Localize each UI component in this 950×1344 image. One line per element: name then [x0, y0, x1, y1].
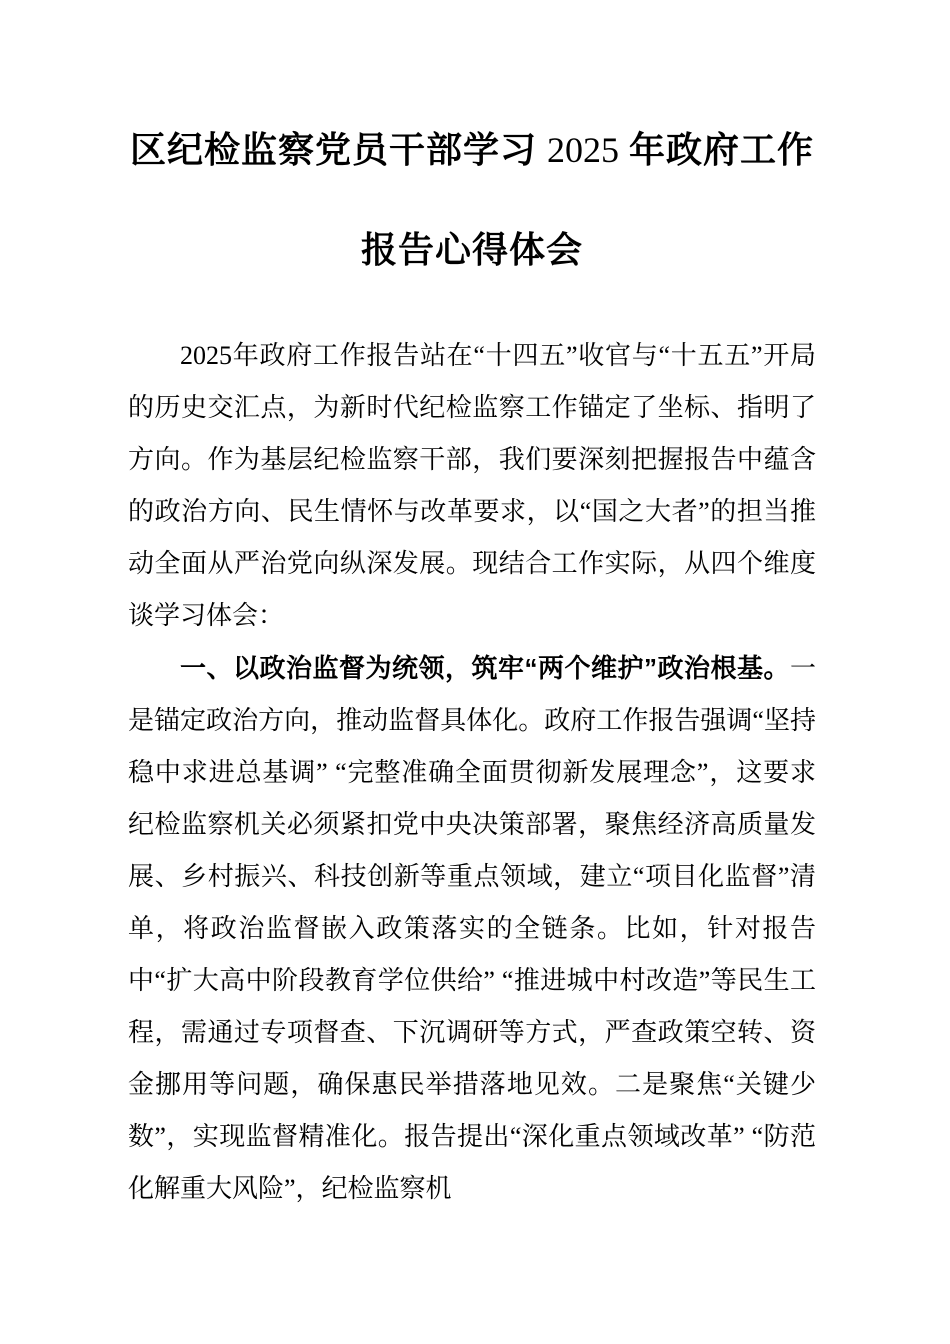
paragraph — [128, 330, 816, 642]
text-run: 一是锚定政治方向，推动监督具体化。政府工作报告强调“坚持稳中求进总基调” “完整准确全面贯彻新发展理念”，这要求纪检监察机关必须紧扣党中央决策部署，聚焦经济高质量发展、乡村振兴、科技创新等重点领域，建立“项目化监督”清单，将政治监督嵌入政策落实的全链条。比如，针对报告中“扩大高中阶段教育学位供给” “推进城中村改造”等民生工程，需通过专项督查、下沉调研等方式，严查政策空转、资金挪用等问题，确保惠民举措落地见效。二是聚焦“关键少数”，实现监督精准化。报告提出“深化重点领域改革” “防范化解重大风险”，纪检监察机 — [128, 654, 816, 1203]
title-text-segment: 年政府工作 — [629, 129, 815, 170]
document-body — [128, 330, 816, 1215]
title-year-number: 2025 — [547, 130, 619, 170]
title-text-segment: 区纪检监察党员干部学习 — [129, 129, 537, 170]
title-line-2: 报告心得体会 — [360, 229, 583, 270]
document-title — [128, 100, 816, 300]
title-line-1 — [128, 100, 816, 200]
bold-text-run: 一、以政治监督为统领，筑牢“两个维护”政治根基。 — [180, 653, 790, 683]
text-run: 2025年政府工作报告站在“十四五”收官与“十五五”开局的历史交汇点，为新时代纪检监察工作锚定了坐标、指明了方向。作为基层纪检监察干部，我们要深刻把握报告中蕴含的政治方向、民生情怀与改革要求，以“国之大者”的担当推动全面从严治党向纵深发展。现结合工作实际，从四个维度谈学习体会： — [128, 341, 816, 630]
paragraph — [128, 642, 816, 1215]
